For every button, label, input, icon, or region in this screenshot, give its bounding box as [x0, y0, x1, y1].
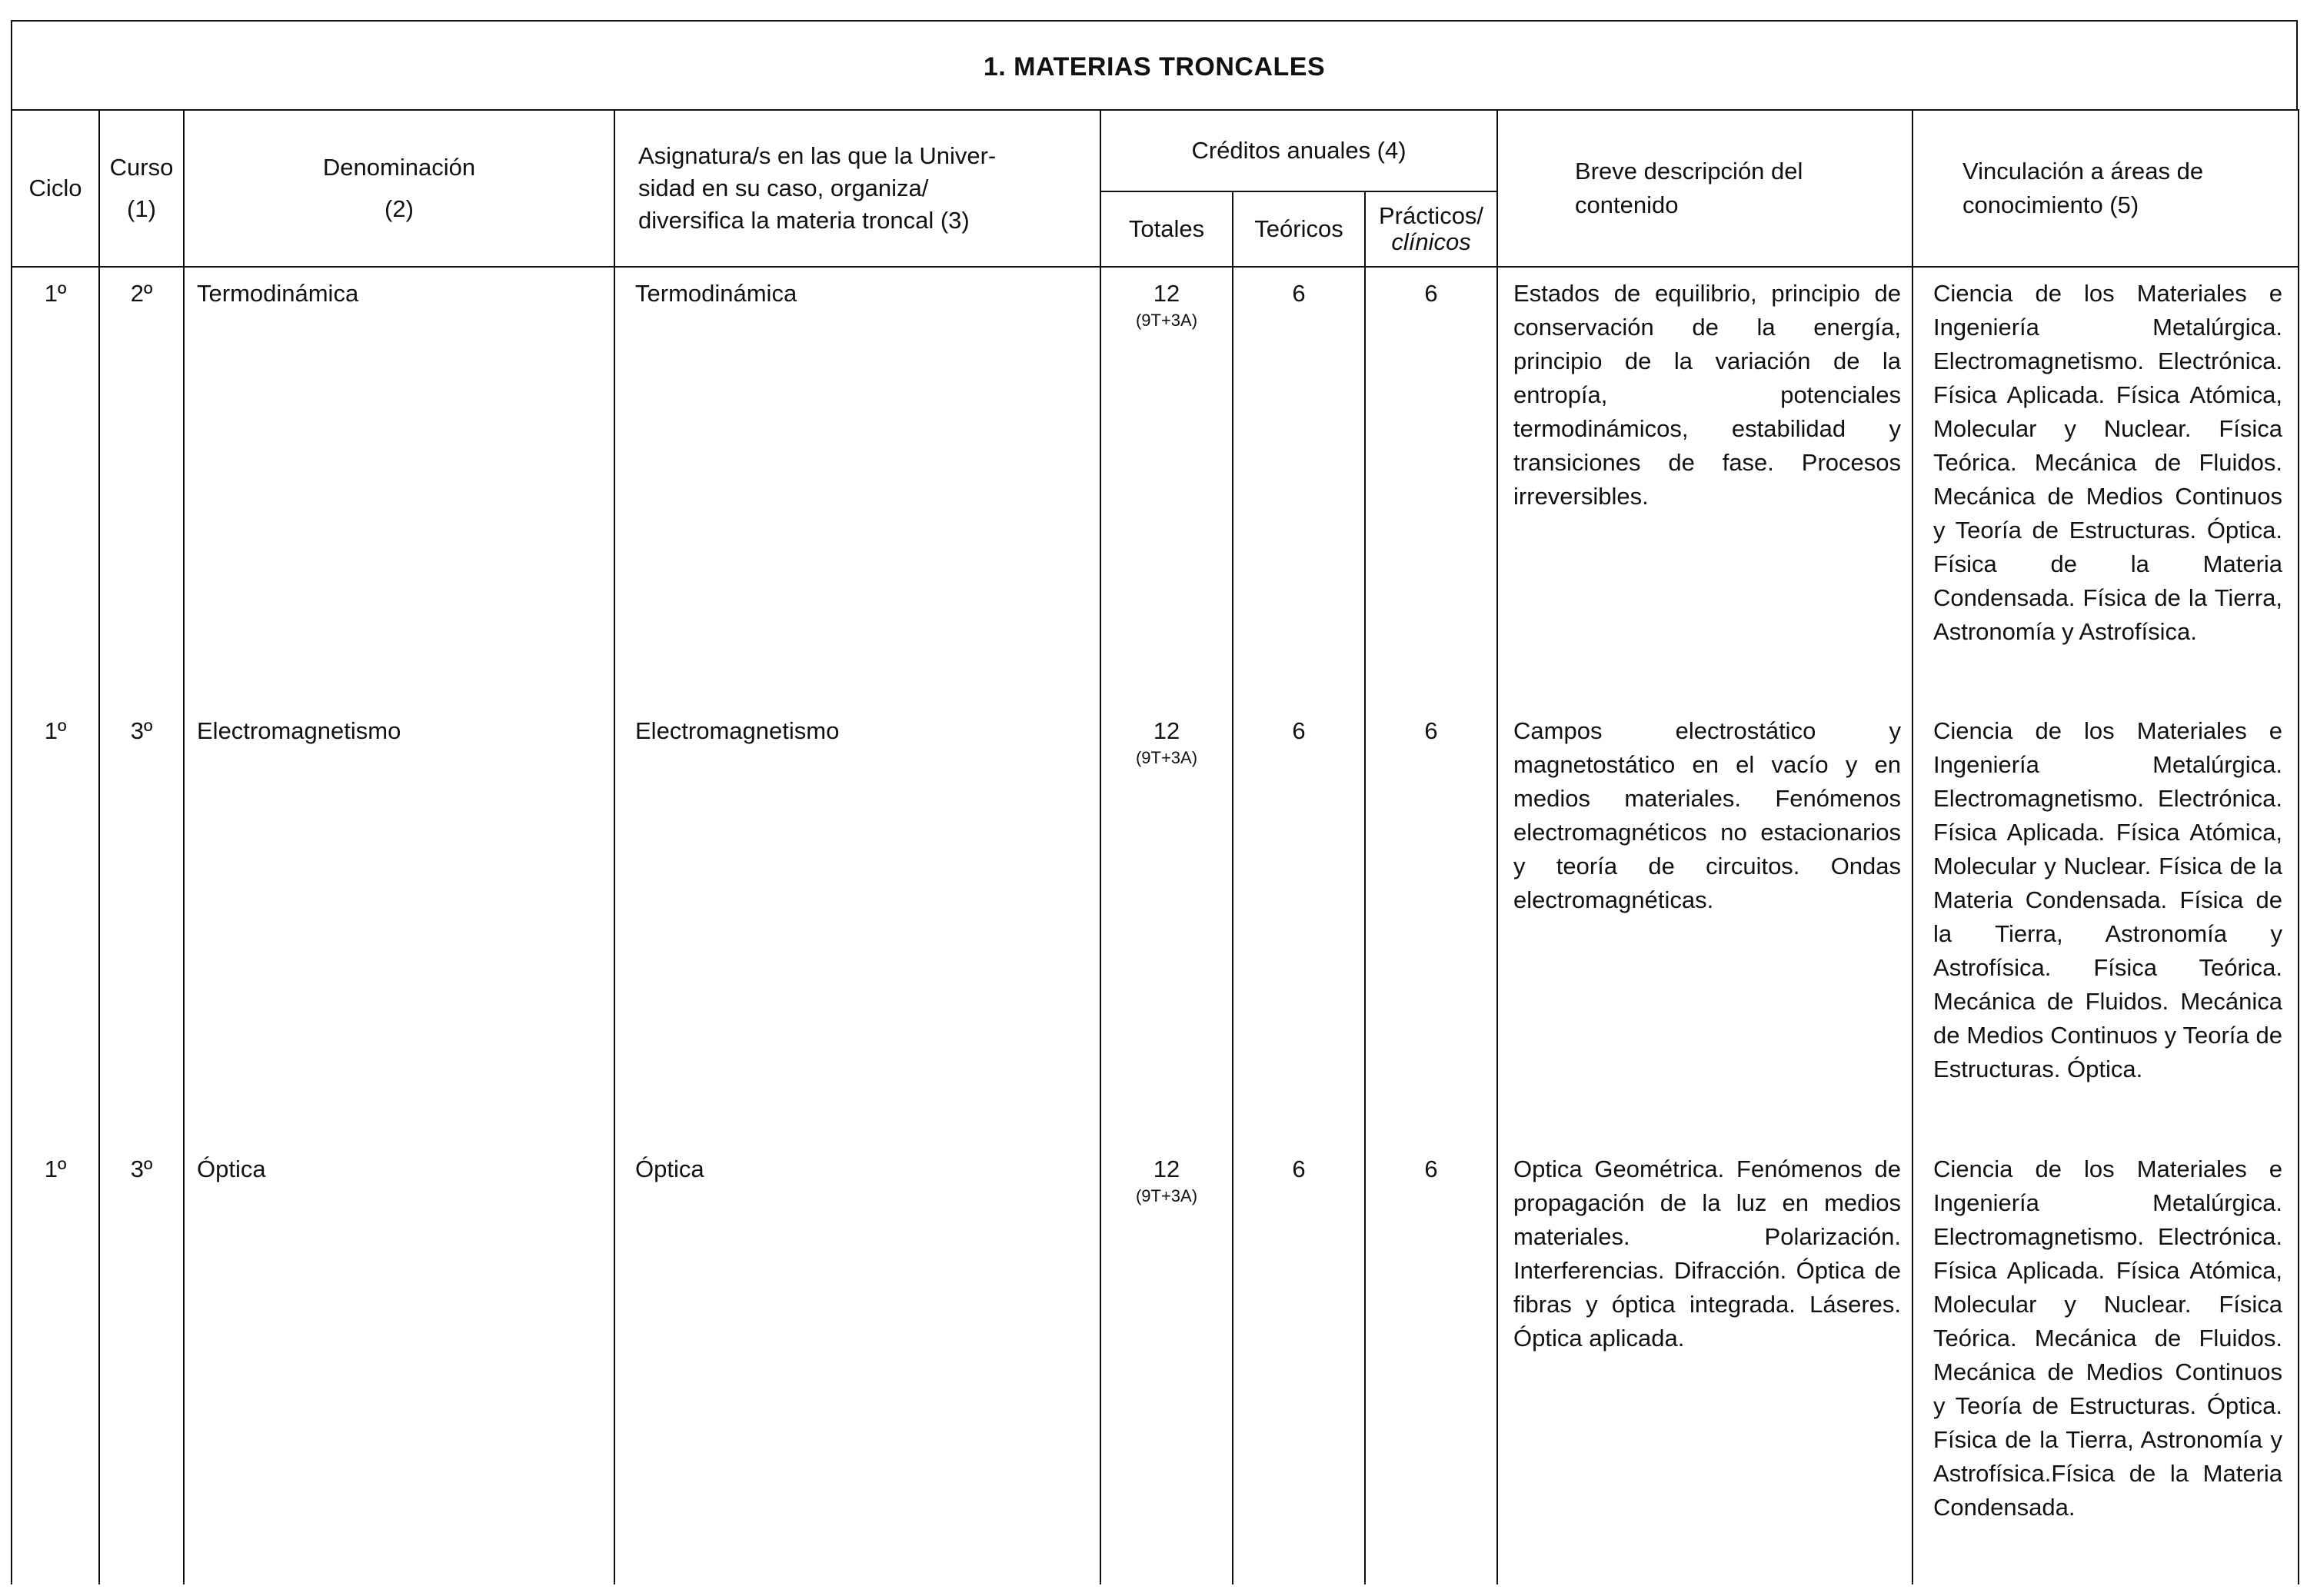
cell-practicos: 6	[1365, 267, 1497, 705]
cell-ciclo: 1º	[12, 705, 99, 1143]
table-row	[12, 705, 2299, 1143]
cell-teoricos: 6	[1233, 267, 1365, 705]
header-teoricos: Teóricos	[1233, 191, 1365, 267]
cell-vinculacion: Ciencia de los Materiales e Ingeniería Metalúrgica. Electromagnetismo. Electrónica. Física Aplicada. Física Atómica, Molecular y Nuclear. Física de la Materia Condensada. Física de la Tierra, Astronomía y Astrofísica. Física Teórica. Mecánica de Fluidos. Mecánica de Medios Continuos y Teoría de Estructuras. Óptica.	[1913, 705, 2299, 1143]
header-denominacion-note: (2)	[384, 195, 414, 222]
cell-ciclo: 1º	[12, 267, 99, 705]
cell-asignatura: Óptica	[614, 1143, 1100, 1584]
cell-descripcion: Optica Geométrica. Fenómenos de propagación de la luz en medios materiales. Polarización. Interferencias. Difracción. Óptica de fibras y óptica integrada. Láseres. Óptica aplicada.	[1497, 1143, 1913, 1584]
table-row	[12, 1143, 2299, 1584]
cell-practicos: 6	[1365, 705, 1497, 1143]
header-curso: Curso (1)	[99, 110, 184, 267]
cell-totales-sub: (9T+3A)	[1135, 311, 1198, 330]
header-creditos: Créditos anuales (4)	[1100, 110, 1497, 191]
document-page	[11, 20, 2299, 1588]
cell-denominacion: Termodinámica	[184, 267, 614, 705]
cell-teoricos: 6	[1233, 1143, 1365, 1584]
header-asignaturas: Asignatura/s en las que la Univer- sidad en su caso, organiza/ diversifica la materia troncal (3)	[614, 110, 1100, 267]
table-row	[12, 267, 2299, 705]
header-practicos: Prácticos/ clínicos	[1365, 191, 1497, 267]
cell-totales: 12 (9T+3A)	[1100, 1143, 1233, 1584]
cell-curso: 3º	[99, 705, 184, 1143]
cell-denominacion: Óptica	[184, 1143, 614, 1584]
cell-totales: 12 (9T+3A)	[1100, 705, 1233, 1143]
cell-teoricos: 6	[1233, 705, 1365, 1143]
header-ciclo: Ciclo	[12, 110, 99, 267]
cell-totales-sub: (9T+3A)	[1135, 1186, 1198, 1205]
cell-practicos: 6	[1365, 1143, 1497, 1584]
cell-curso: 3º	[99, 1143, 184, 1584]
header-breve-descripcion: Breve descripción del contenido	[1497, 110, 1913, 267]
cell-vinculacion: Ciencia de los Materiales e Ingeniería Metalúrgica. Electromagnetismo. Electrónica. Física Aplicada. Física Atómica, Molecular y Nuclear. Física Teórica. Mecánica de Fluidos. Mecánica de Medios Continuos y Teoría de Estructuras. Óptica. Física de la Tierra, Astronomía y Astrofísica.Física de la Materia Condensada.	[1913, 1143, 2299, 1584]
cell-ciclo: 1º	[12, 1143, 99, 1584]
page-title: 1. MATERIAS TRONCALES	[983, 52, 1326, 81]
cell-asignatura: Termodinámica	[614, 267, 1100, 705]
troncales-table	[11, 109, 2299, 1584]
cell-curso: 2º	[99, 267, 184, 705]
cell-descripcion: Campos electrostático y magnetostático en el vacío y en medios materiales. Fenómenos electromagnéticos no estacionarios y teoría de circuitos. Ondas electromagnéticas.	[1497, 705, 1913, 1143]
cell-totales-sub: (9T+3A)	[1135, 748, 1198, 767]
cell-denominacion: Electromagnetismo	[184, 705, 614, 1143]
cell-vinculacion: Ciencia de los Materiales e Ingeniería Metalúrgica. Electromagnetismo. Electrónica. Física Aplicada. Física Atómica, Molecular y Nuclear. Física Teórica. Mecánica de Fluidos. Mecánica de Medios Continuos y Teoría de Estructuras. Óptica. Física de la Materia Condensada. Física de la Tierra, Astronomía y Astrofísica.	[1913, 267, 2299, 705]
header-curso-note: (1)	[127, 195, 156, 222]
header-totales: Totales	[1100, 191, 1233, 267]
cell-asignatura: Electromagnetismo	[614, 705, 1100, 1143]
cell-descripcion: Estados de equilibrio, principio de conservación de la energía, principio de la variación de la entropía, potenciales termodinámicos, estabilidad y transiciones de fase. Procesos irreversibles.	[1497, 267, 1913, 705]
title-box	[11, 20, 2298, 111]
header-denominacion: Denominación (2)	[184, 110, 614, 267]
header-vinculacion: Vinculación a áreas de conocimiento (5)	[1913, 110, 2299, 267]
cell-totales: 12 (9T+3A)	[1100, 267, 1233, 705]
